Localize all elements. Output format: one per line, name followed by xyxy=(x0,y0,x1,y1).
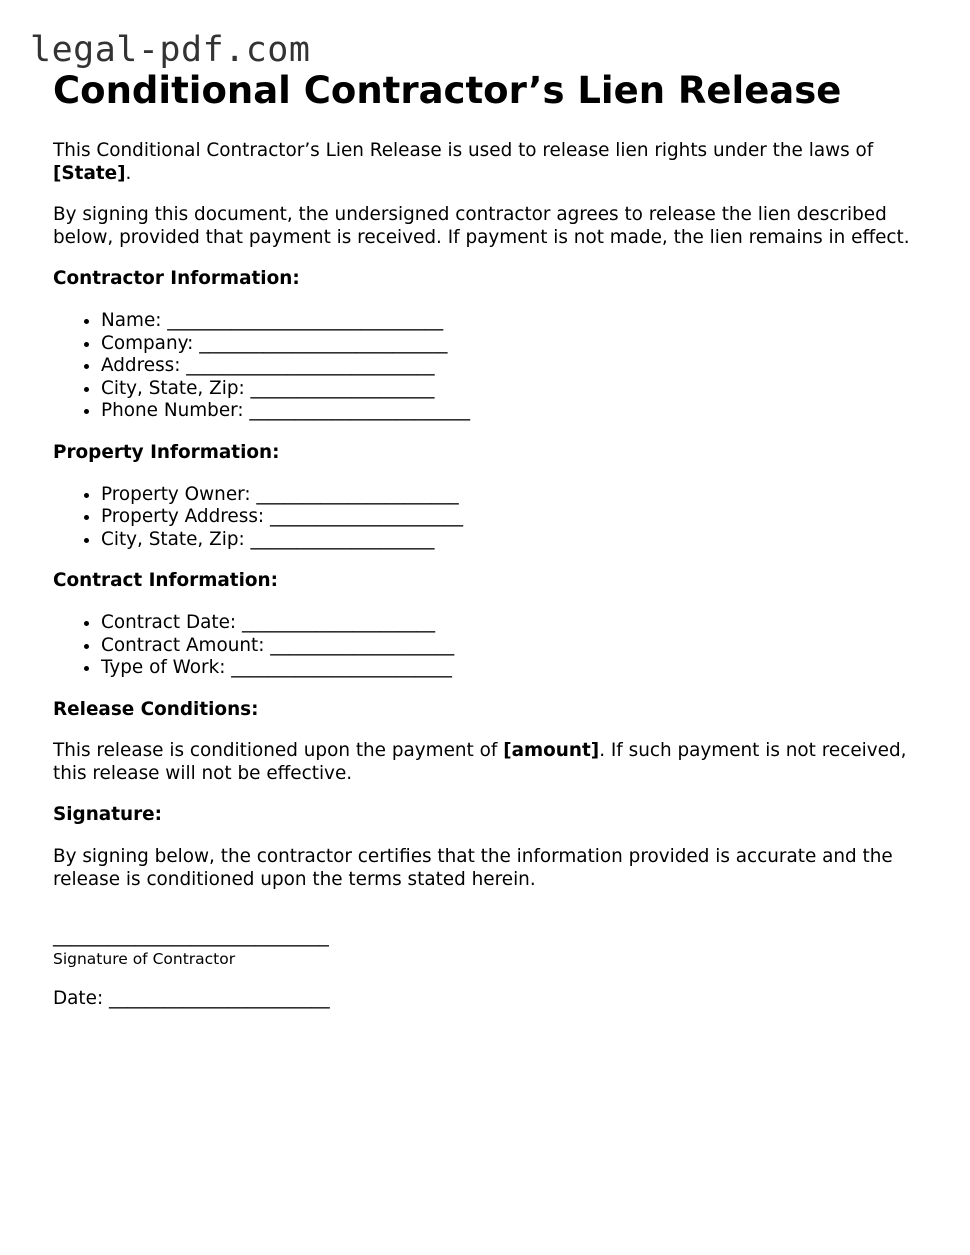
date-field: Date: ________________________ xyxy=(53,988,330,1010)
contract-amount-field: • Contract Amount: ____________________ xyxy=(101,635,933,658)
signature-caption: Signature of Contractor xyxy=(53,950,236,969)
intro-paragraph xyxy=(53,140,933,185)
intro-text-before: This Conditional Contractor’s Lien Release is used to release lien rights under the laws of xyxy=(53,140,874,161)
property-info-list xyxy=(53,484,933,552)
document-title: Conditional Contractor’s Lien Release xyxy=(53,69,842,112)
type-of-work-field: • Type of Work: ________________________ xyxy=(101,657,933,680)
release-conditions-paragraph xyxy=(53,740,933,785)
contractor-info-list xyxy=(53,310,933,423)
agreement-paragraph: By signing this document, the undersigned contractor agrees to release the lien described below, provided that payment is received. If payment is not made, the lien remains in effect. xyxy=(53,204,910,248)
contractor-city-state-zip-field: • City, State, Zip: ____________________ xyxy=(101,378,933,401)
release-conditions-heading: Release Conditions: xyxy=(53,698,259,720)
contract-info-list xyxy=(53,612,933,680)
document-body xyxy=(53,69,933,1011)
contractor-name-field: • Name: ______________________________ xyxy=(101,310,933,333)
release-text-before: This release is conditioned upon the payment of xyxy=(53,740,504,762)
property-city-state-zip-field: • City, State, Zip: ____________________ xyxy=(101,529,933,552)
contractor-info-heading: Contractor Information: xyxy=(53,268,300,290)
watermark-text: legal-pdf.com xyxy=(30,30,311,70)
contract-info-heading: Contract Information: xyxy=(53,570,278,592)
property-address-field: • Property Address: _____________________ xyxy=(101,506,933,529)
signature-heading: Signature: xyxy=(53,804,162,826)
contractor-phone-field: • Phone Number: ________________________ xyxy=(101,400,933,423)
intro-text-after: . xyxy=(125,162,132,184)
certification-paragraph: By signing below, the contractor certifies that the information provided is accurate and the release is conditioned upon the terms stated herein. xyxy=(53,846,893,890)
release-text-after: . If such payment is not received, this release will not be effective. xyxy=(53,740,907,784)
contractor-company-field: • Company: ___________________________ xyxy=(101,333,933,356)
state-placeholder: [State] xyxy=(53,162,126,184)
contract-date-field: • Contract Date: _____________________ xyxy=(101,612,933,635)
contractor-address-field: • Address: ___________________________ xyxy=(101,355,933,378)
property-owner-field: • Property Owner: ______________________ xyxy=(101,484,933,507)
property-info-heading: Property Information: xyxy=(53,441,280,463)
amount-placeholder: [amount] xyxy=(503,740,600,762)
signature-line: ______________________________ xyxy=(53,926,329,948)
